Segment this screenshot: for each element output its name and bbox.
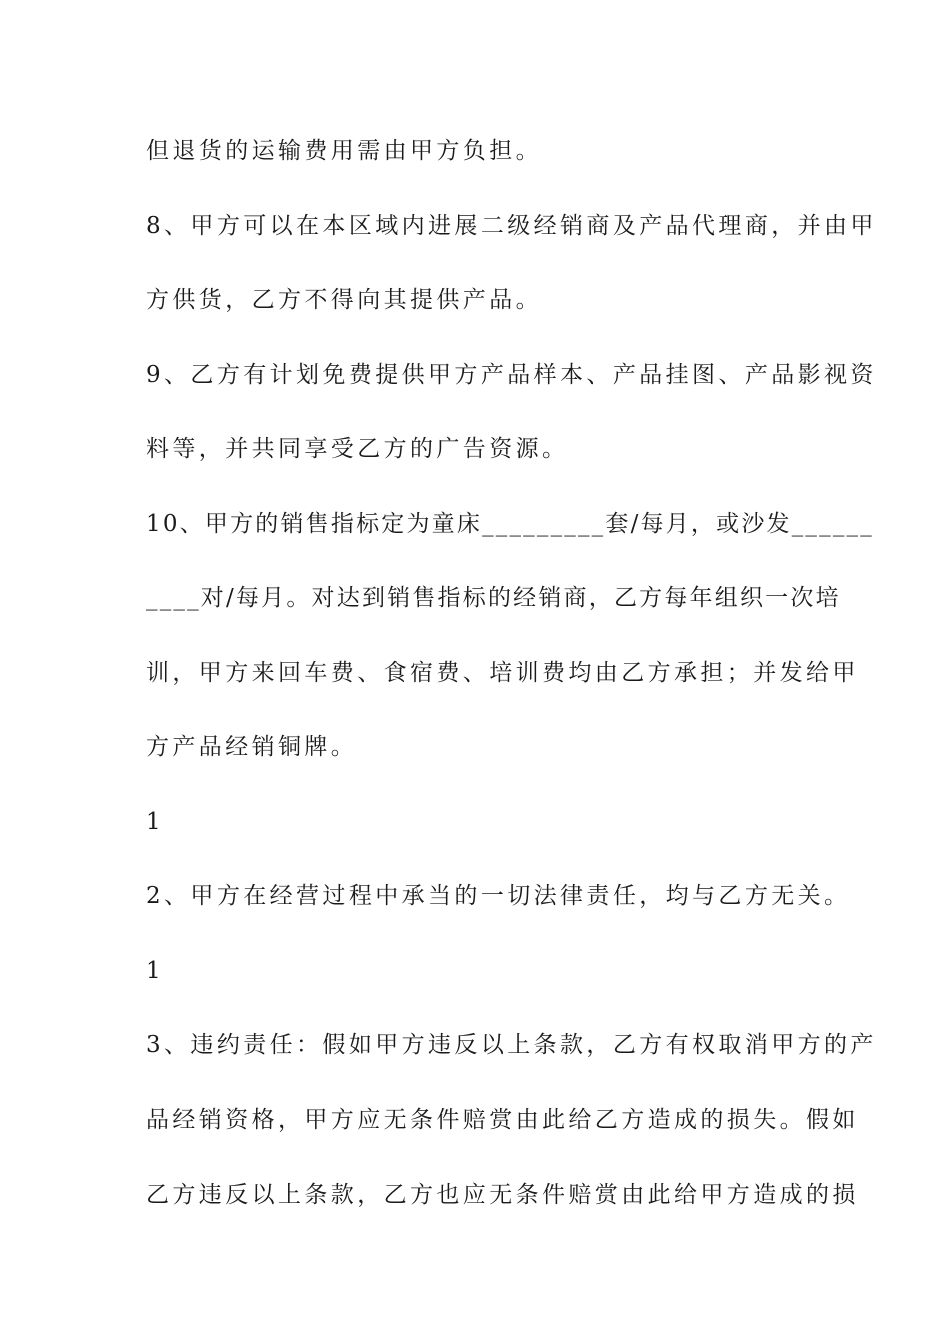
text-line: 品经销资格，甲方应无条件赔赏由此给乙方造成的损失。假如	[146, 1107, 859, 1133]
text-line: 方供货，乙方不得向其提供产品。	[146, 287, 542, 313]
text-line: 2、甲方在经营过程中承当的一切法律责任，均与乙方无关。	[146, 883, 851, 909]
text-line: 方产品经销铜牌。	[146, 734, 358, 760]
text-line: ____对/每月。对达到销售指标的经销商，乙方每年组织一次培	[146, 585, 841, 611]
text-line: 8、甲方可以在本区域内进展二级经销商及产品代理商，并由甲	[146, 213, 877, 239]
text-line: 但退货的运输费用需由甲方负担。	[146, 138, 542, 164]
text-line: 训，甲方来回车费、食宿费、培训费均由乙方承担；并发给甲	[146, 660, 859, 686]
text-line: 乙方违反以上条款，乙方也应无条件赔赏由此给甲方造成的损	[146, 1182, 859, 1208]
text-line: 3、违约责任：假如甲方违反以上条款，乙方有权取消甲方的产	[146, 1032, 877, 1058]
text-line: 料等，并共同享受乙方的广告资源。	[146, 436, 569, 462]
text-line: 1	[146, 809, 165, 835]
text-line: 10、甲方的销售指标定为童床_________套/每月，或沙发______	[146, 511, 874, 537]
text-line: 1	[146, 958, 165, 984]
text-line: 9、乙方有计划免费提供甲方产品样本、产品挂图、产品影视资	[146, 362, 877, 388]
